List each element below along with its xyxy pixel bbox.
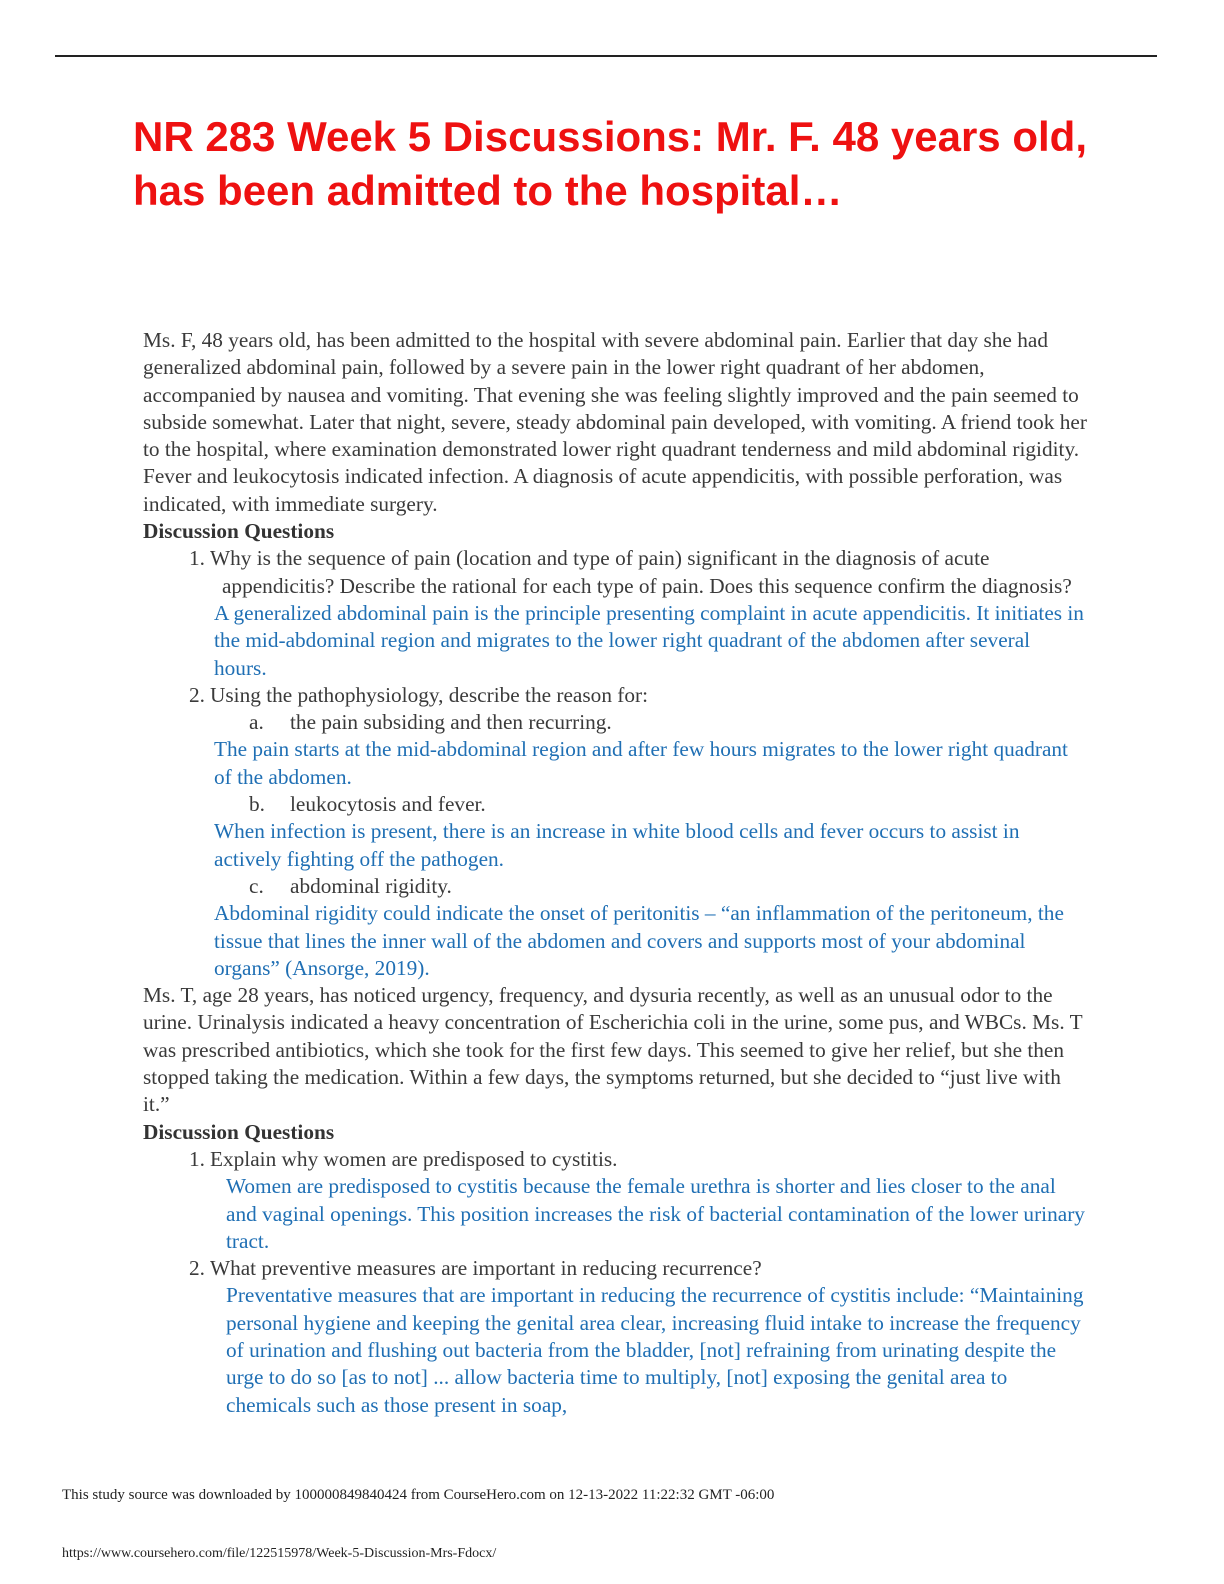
case2-heading: Discussion Questions	[143, 1119, 335, 1144]
case1-heading: Discussion Questions	[143, 519, 335, 544]
question-number: 2.	[189, 1256, 205, 1281]
case1-subquestion-a	[249, 709, 1088, 736]
case1-question-1	[189, 545, 1088, 600]
case1-paragraph: Ms. F, 48 years old, has been admitted to the hospital with severe abdominal pain. Earlier that day she had generalized abdominal pain, followed by a severe pain in the lower right quadrant of her abdomen, accompanied by nausea and vomiting. That evening she was feeling slightly improved and the pain seemed to subside somewhat. Later that night, severe, steady abdominal pain developed, with vomiting. A friend took her to the hospital, where examination demonstrated lower right quadrant tenderness and mild abdominal rigidity. Fever and leukocytosis indicated infection. A diagnosis of acute appendicitis, with possible perforation, was indicated, with immediate surgery.	[143, 328, 1087, 516]
case1-subquestion-b	[249, 791, 1088, 818]
question-number: 1.	[189, 1146, 205, 1171]
subquestion-text: the pain subsiding and then recurring.	[290, 710, 612, 735]
subquestion-letter: c.	[249, 873, 264, 898]
case2-answer-2: Preventative measures that are important in reducing the recurrence of cystitis include: “Maintaining personal hygiene and keeping the genital area clear, increasing fluid intake to increase the frequency of urination and flushing out bacteria from the bladder, [not] refraining from urinating despite the urge to do so [as to not] ... allow bacteria time to multiply, [not] exposing the genital area to chemicals such as those present in soap,	[226, 1283, 1084, 1417]
case2-question-1	[189, 1146, 1088, 1173]
source-url[interactable]: https://www.coursehero.com/file/122515978/Week-5-Discussion-Mrs-Fdocx/	[62, 1546, 497, 1561]
download-notice: This study source was downloaded by 100000849840424 from CourseHero.com on 12-13-2022 11:22:32 GMT -06:00	[62, 1487, 775, 1503]
case1-question-2	[189, 682, 1088, 709]
document-title: NR 283 Week 5 Discussions: Mr. F. 48 years old, has been admitted to the hospital…	[133, 113, 1087, 214]
case1-answer-c: Abdominal rigidity could indicate the onset of peritonitis – “an inflammation of the peritoneum, the tissue that lines the inner wall of the abdomen and covers and supports most of your abdominal organs” (Ansorge, 2019).	[214, 901, 1064, 980]
case1-subquestion-c	[249, 873, 1088, 900]
question-text: Why is the sequence of pain (location and type of pain) significant in the diagnosis of acute appendicitis? Describe the rational for each type of pain. Does this sequence confirm the diagnosis?	[209, 546, 1072, 598]
subquestion-letter: b.	[249, 792, 265, 817]
question-number: 2.	[189, 682, 205, 707]
document-body	[143, 327, 1088, 1419]
case1-answer-a: The pain starts at the mid-abdominal region and after few hours migrates to the lower right quadrant of the abdomen.	[214, 737, 1068, 789]
question-text: What preventive measures are important in reducing recurrence?	[209, 1256, 762, 1281]
subquestion-letter: a.	[249, 710, 264, 735]
question-number: 1.	[189, 546, 205, 571]
top-rule	[55, 55, 1157, 57]
subquestion-text: leukocytosis and fever.	[290, 792, 486, 817]
subquestion-text: abdominal rigidity.	[290, 873, 452, 898]
case1-answer-b: When infection is present, there is an increase in white blood cells and fever occurs to assist in actively fighting off the pathogen.	[214, 819, 1020, 871]
case1-answer-1: A generalized abdominal pain is the principle presenting complaint in acute appendicitis. It initiates in the mid-abdominal region and migrates to the lower right quadrant of the abdomen after several hours.	[214, 600, 1084, 680]
question-text: Explain why women are predisposed to cystitis.	[209, 1146, 618, 1171]
case2-question-2	[189, 1255, 1088, 1282]
case2-paragraph: Ms. T, age 28 years, has noticed urgency, frequency, and dysuria recently, as well as an unusual odor to the urine. Urinalysis indicated a heavy concentration of Escherichia coli in the urine, some pus, and WBCs. Ms. T was prescribed antibiotics, which she took for the first few days. This seemed to give her relief, but she then stopped taking the medication. Within a few days, the symptoms returned, but she decided to “just live with it.”	[143, 983, 1083, 1117]
case2-answer-1: Women are predisposed to cystitis because the female urethra is shorter and lies closer to the anal and vaginal openings. This position increases the risk of bacterial contamination of the lower urinary tract.	[226, 1174, 1085, 1253]
question-text: Using the pathophysiology, describe the reason for:	[209, 682, 649, 707]
